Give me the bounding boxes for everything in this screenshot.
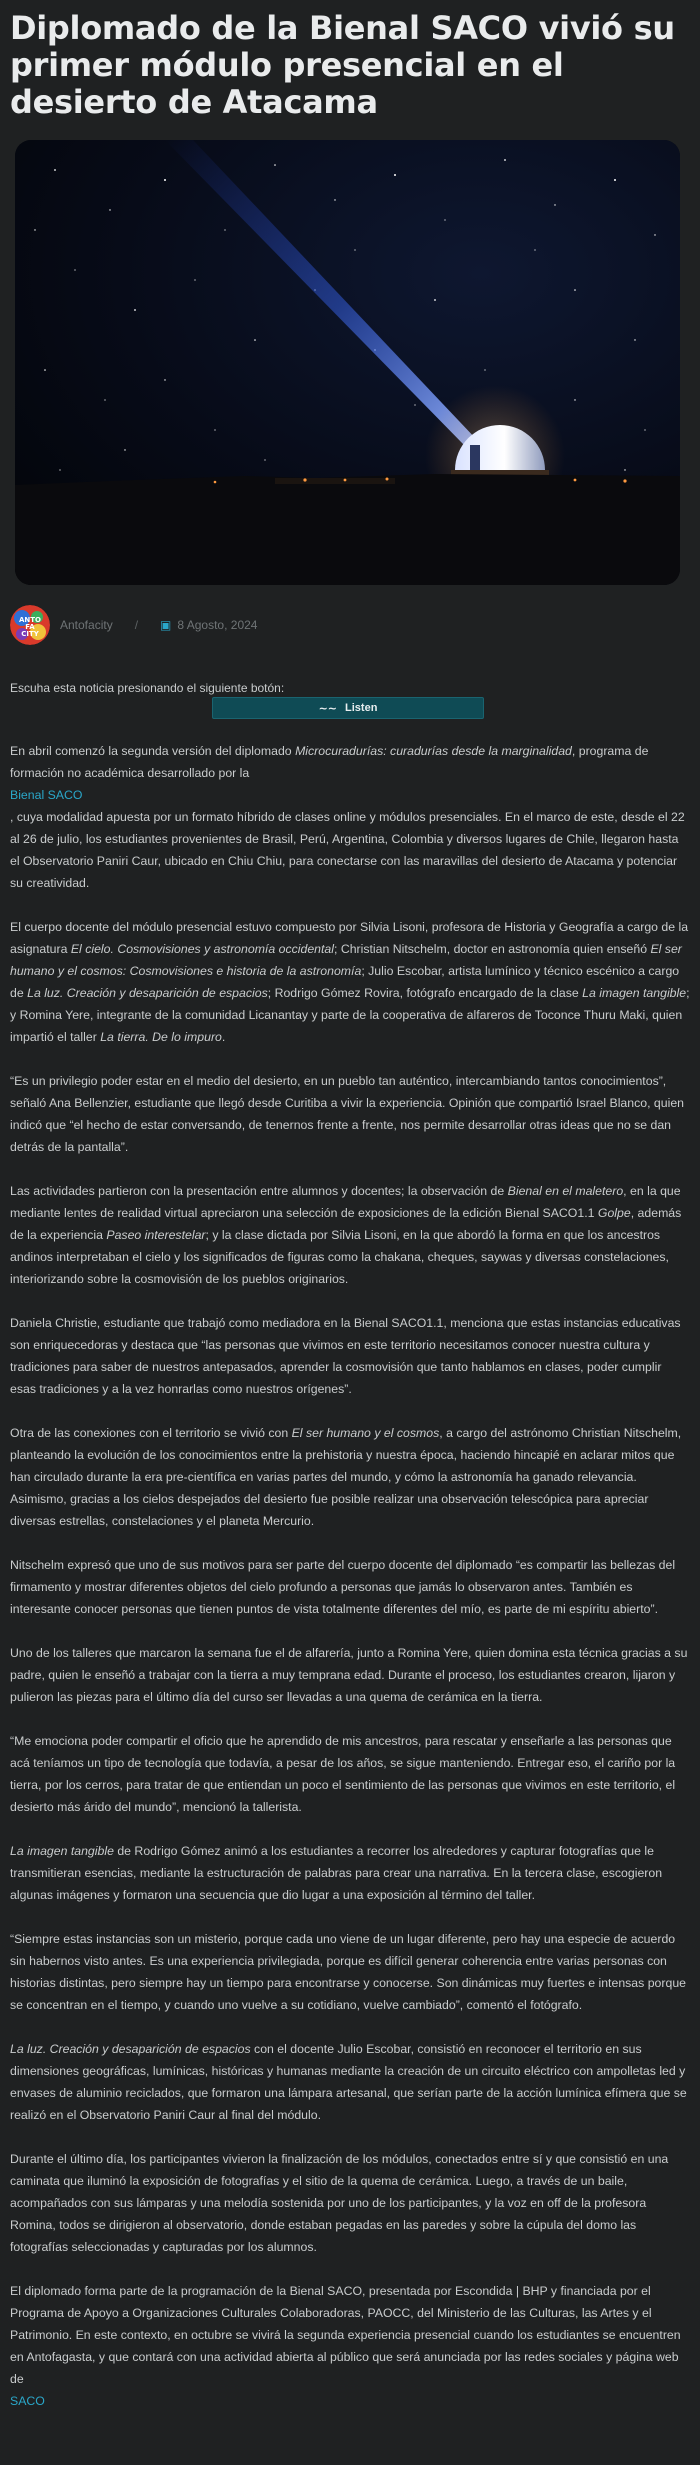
- observatory-night-sky-image: [15, 140, 680, 585]
- svg-text:ANTO: ANTO: [18, 616, 42, 624]
- paragraph-13: Durante el último día, los participantes vivieron la finalización de los módulos, conectados entre sí y que consistió en una caminata que iluminó la exposición de fotografías y el sitio de la quema de cerámica. Luego, a través de un baile, acompañados con sus lámparas y una melodía sostenida por uno de los participantes, y la voz en off de la profesora Romina, todos se dirigieron al observatorio, donde estaban pegadas en las paredes y sobre la cúpula del domo las fotografías seleccionadas y capturadas por los alumnos.: [10, 2152, 669, 2254]
- paragraph-6: Otra de las conexiones con el territorio se vivió con El ser humano y el cosmos, a cargo del astrónomo Christian Nitschelm, planteando la evolución de los conocimientos entre la prehistoria y nuestra época, haciendo hincapié en aclarar mitos que han circulado durante la era pre-científica en varias partes del mundo, y cómo la astronomía ha ganado relevancia. Asimismo, gracias a los cielos despejados del desierto fue posible realizar una observación telescópica para apreciar diversas estrellas, constelaciones y el planeta Mercurio.: [10, 1426, 682, 1528]
- article-title: Diplomado de la Bienal SACO vivió su primer módulo presencial en el desierto de Atacama: [10, 9, 675, 121]
- listen-button-label: Listen: [345, 702, 378, 714]
- author-name[interactable]: Antofacity: [60, 618, 113, 632]
- paragraph-2: El cuerpo docente del módulo presencial estuvo compuesto por Silvia Lisoni, profesora de Historia y Geografía a cargo de la asignatura El cielo. Cosmovisiones y astronomía occidental; Christian Nitschelm, doctor en astronomía quien enseñó El ser humano y el cosmos: Cosmovisiones e historia de la astronomía; Julio Escobar, artista lumínico y técnico escénico a cargo de La luz. Creación y desaparición de espacios; Rodrigo Gómez Rovira, fotógrafo encargado de la clase La imagen tangible; y Romina Yere, integrante de la comunidad Licanantay y parte de la cooperativa de alfareros de Toconce Thuru Maki, quien impartió el taller La tierra. De lo impuro.: [10, 920, 690, 1044]
- paragraph-3: “Es un privilegio poder estar en el medio del desierto, en un pueblo tan auténtico, intercambiando tantos conocimientos”, señaló Ana Bellenzier, estudiante que llegó desde Curitiba a vivir la experiencia. Opinión que compartió Israel Blanco, quien indicó que “el hecho de estar conversando, de tenernos frente a frente, nos permite desarrollar otras ideas que no se dan detrás de la pantalla”.: [10, 1074, 685, 1154]
- author-avatar[interactable]: [10, 605, 50, 645]
- headphones-icon: ∼∼: [318, 702, 338, 715]
- article-meta: [10, 605, 257, 645]
- saco-link[interactable]: SACO: [10, 2394, 45, 2408]
- paragraph-5: Daniela Christie, estudiante que trabajó como mediadora en la Bienal SACO1.1, menciona que estas instancias educativas son enriquecedoras y destaca que “las personas que vivimos en este territorio necesitamos conocer nuestra cultura y tradiciones para saber de nuestros antepasados, aprender la cosmovisión que tanto hablamos en clases, poder cumplir esas tradiciones y a la vez honrarlas como nuestros orígenes”.: [10, 1316, 681, 1396]
- bienal-saco-link[interactable]: Bienal SACO: [10, 788, 83, 802]
- paragraph-4: Las actividades partieron con la presentación entre alumnos y docentes; la observación de Bienal en el maletero, en la que mediante lentes de realidad virtual apreciaron una selección de exposiciones de la edición Bienal SACO1.1 Golpe, además de la experiencia Paseo interestelar; y la clase dictada por Silvia Lisoni, en la que abordó la forma en que los ancestros andinos interpretaban el cielo y los significados de figuras como la chakana, cheques, saywas y diversas constelaciones, interiorizando sobre la cosmovisión de los pueblos originarios.: [10, 1184, 682, 1286]
- antofacity-logo-icon: [10, 605, 50, 645]
- paragraph-7: Nitschelm expresó que uno de sus motivos para ser parte del cuerpo docente del diplomado “es compartir las bellezas del firmamento y mostrar diferentes objetos del cielo profundo a personas que jamás lo observaron antes. También es interesante conocer personas que tienen puntos de vista totalmente diferentes del mío, es parte de mi espíritu abierto”.: [10, 1558, 676, 1616]
- paragraph-12: La luz. Creación y desaparición de espacios con el docente Julio Escobar, consistió en reconocer el territorio en sus dimensiones geográficas, lumínicas, históricas y humanas mediante la creación de un circuito eléctrico con ampolletas led y envases de aluminio reciclados, que formaron una lámpara artesanal, que serían parte de la acción lumínica efímera que se realizó en el Observatorio Paniri Caur al final del módulo.: [10, 2042, 687, 2122]
- paragraph-1: En abril comenzó la segunda versión del diplomado Microcuradurías: curadurías desde la marginalidad, programa de formación no académica desarrollado por la Bienal SACO , cuya modalidad apuesta por un formato híbrido de clases online y módulos presenciales. En el marco de este, desde el 22 al 26 de julio, los estudiantes provenientes de Brasil, Perú, Argentina, Colombia y diversos lugares de Chile, llegaron hasta el Observatorio Paniri Caur, ubicado en Chiu Chiu, para conectarse con las maravillas del desierto de Atacama y potenciar su creatividad.: [10, 740, 690, 894]
- hero-image: [15, 140, 680, 585]
- svg-text:CITY: CITY: [21, 630, 39, 638]
- svg-text:FA: FA: [25, 623, 35, 631]
- calendar-icon: ▣: [160, 618, 172, 632]
- meta-separator: /: [134, 618, 139, 632]
- article-body: [10, 740, 690, 2412]
- paragraph-10: La imagen tangible de Rodrigo Gómez animó a los estudiantes a recorrer los alrededores y capturar fotografías que le transmitieran esencias, mediante la estructuración de palabras para crear una narrativa. En la tercera clase, escogieron algunas imágenes y formaron una secuencia que dio lugar a una exposición al término del taller.: [10, 1844, 663, 1902]
- publish-date: 8 Agosto, 2024: [177, 618, 258, 632]
- paragraph-8: Uno de los talleres que marcaron la semana fue el de alfarería, junto a Romina Yere, quien domina esta técnica gracias a su padre, quien le enseñó a trabajar con la tierra a muy temprana edad. Durante el proceso, los estudiantes crearon, lijaron y pulieron las piezas para el último día del curso ser llevadas a una quema de cerámica en la tierra.: [10, 1646, 688, 1704]
- paragraph-11: “Siempre estas instancias son un misterio, porque cada uno viene de un lugar diferente, pero hay una especie de acuerdo sin habernos visto antes. Es una experiencia privilegiada, porque es difícil generar coherencia entre varias personas con historias distintas, pero siempre hay un tiempo para encontrarse y conocerse. Son dinámicas muy fuertes e intensas porque se concentran en el tiempo, y cuando uno vuelve a su cotidiano, vuelve cambiado”, comentó el fotógrafo.: [10, 1932, 686, 2012]
- paragraph-9: “Me emociona poder compartir el oficio que he aprendido de mis ancestros, para rescatar y enseñarle a las personas que acá teníamos un tipo de tecnología que todavía, a pesar de los años, se sigue manteniendo. Entregar eso, el cariño por la tierra, por los cerros, para tratar de que entiendan un poco el sentimiento de las personas que vivimos en este territorio, el desierto más árido del mundo”, mencionó la tallerista.: [10, 1734, 676, 1814]
- listen-button[interactable]: [212, 697, 484, 719]
- paragraph-14: El diplomado forma parte de la programación de la Bienal SACO, presentada por Escondida | BHP y financiada por el Programa de Apoyo a Organizaciones Culturales Colaboradoras, PAOCC, del Ministerio de las Culturas, las Artes y el Patrimonio. En este contexto, en octubre se vivirá la segunda experiencia presencial cuando los estudiantes se encuentren en Antofagasta, y que contará con una actividad abierta al público que será anunciada por las redes sociales y página web de SACO: [10, 2280, 690, 2412]
- listen-prompt: Escuha esta noticia presionando el siguiente botón:: [10, 681, 285, 695]
